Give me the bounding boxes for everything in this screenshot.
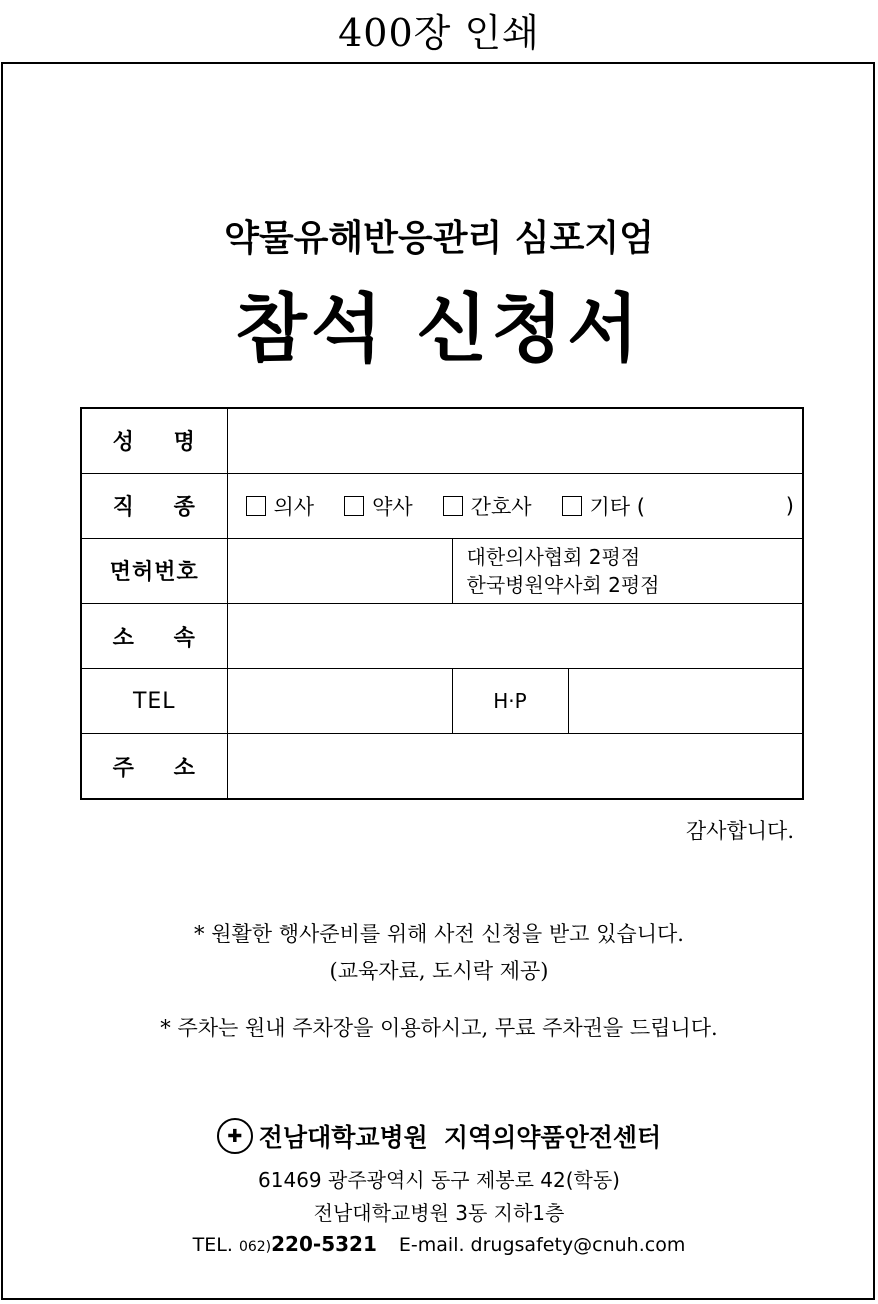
tel-field[interactable] [227, 669, 452, 734]
center-name: 지역의약품안전센터 [443, 1123, 662, 1152]
table-row-license [81, 538, 803, 603]
checkbox[interactable] [443, 496, 463, 516]
note-registration: * 원활한 행사준비를 위해 사전 신청을 받고 있습니다. [194, 922, 684, 946]
job-option-pharmacist[interactable]: 약사 [344, 491, 413, 521]
address-line-2: 전남대학교병원 3동 지하1층 [313, 1201, 565, 1225]
affiliation-label: 소 속 [81, 603, 227, 668]
organization-line [0, 1118, 878, 1154]
email-address[interactable]: E-mail. drugsafety@cnuh.com [398, 1234, 686, 1256]
credit-kshp: 한국병원약사회 2평점 [466, 572, 660, 597]
hospital-name: 전남대학교병원 [258, 1123, 428, 1152]
table-row-affiliation [81, 603, 803, 668]
event-subtitle: 약물유해반응관리 심포지엄 [224, 218, 654, 259]
tel-label: TEL [81, 669, 227, 734]
note-parking: * 주차는 원내 주차장을 이용하시고, 무료 주차권을 드립니다. [160, 1016, 718, 1040]
print-count-note: 400장 인쇄 [338, 11, 540, 55]
job-options [227, 473, 803, 538]
address-line-1: 61469 광주광역시 동구 제봉로 42(학동) [258, 1168, 620, 1192]
tel-number: 220-5321 [271, 1232, 377, 1256]
address-label: 주 소 [81, 734, 227, 799]
name-field[interactable] [227, 408, 803, 473]
table-row-job [81, 473, 803, 538]
hp-field[interactable] [568, 669, 803, 734]
job-option-other[interactable]: 기타 ( ) [562, 491, 802, 521]
address-field[interactable] [227, 734, 803, 799]
note-provided: (교육자료, 도시락 제공) [329, 959, 549, 983]
form-title: 참석 신청서 [235, 286, 643, 372]
contact-line [0, 1232, 878, 1256]
license-credits [452, 538, 803, 603]
checkbox[interactable] [562, 496, 582, 516]
license-label: 면허번호 [81, 538, 227, 603]
table-row-address [81, 734, 803, 799]
job-option-nurse[interactable]: 간호사 [443, 491, 532, 521]
table-row-name [81, 408, 803, 473]
hp-label: H·P [452, 669, 568, 734]
job-option-doctor[interactable]: 의사 [246, 491, 315, 521]
registration-table [80, 407, 804, 800]
checkbox[interactable] [246, 496, 266, 516]
tel-prefix: TEL. [192, 1234, 233, 1256]
credit-kma: 대한의사협회 2평점 [466, 544, 641, 569]
tel-area-code: 062) [238, 1239, 272, 1255]
affiliation-field[interactable] [227, 603, 803, 668]
hospital-seal-icon: ✚ [217, 1118, 253, 1154]
name-label: 성 명 [81, 408, 227, 473]
license-number-field[interactable] [227, 538, 452, 603]
thanks-text: 감사합니다. [685, 819, 794, 843]
table-row-phone [81, 669, 803, 734]
checkbox[interactable] [344, 496, 364, 516]
job-label: 직 종 [81, 473, 227, 538]
